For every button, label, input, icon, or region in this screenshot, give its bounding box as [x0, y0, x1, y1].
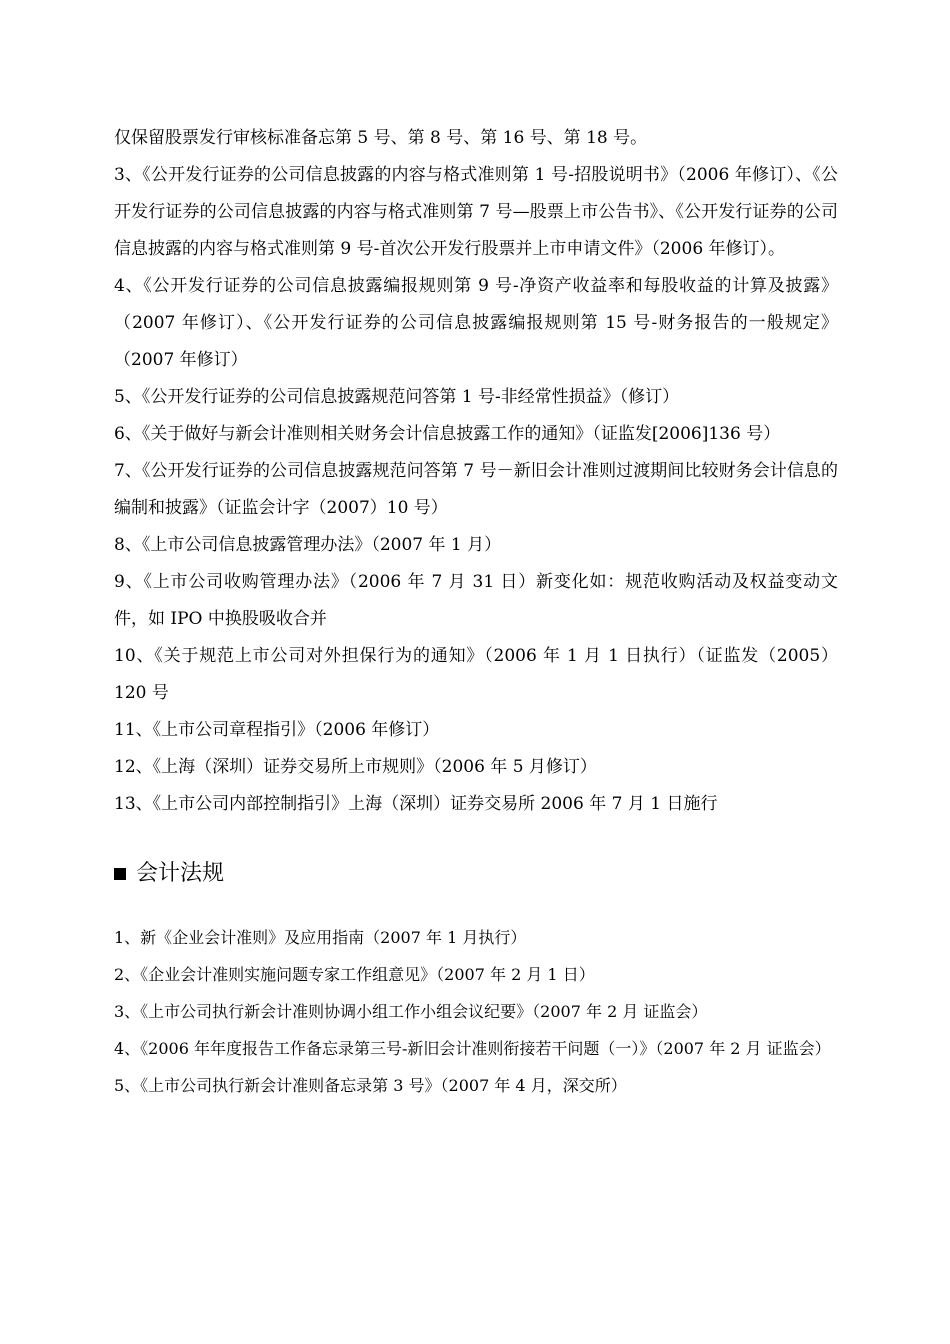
list-item: 12、《上海（深圳）证券交易所上市规则》（2006 年 5 月修订）	[114, 757, 597, 777]
list-item: 4、《2006 年年度报告工作备忘录第三号-新旧会计准则衔接若干问题（一）》（2007 年 2 月 证监会）	[114, 1039, 831, 1058]
square-bullet-icon	[114, 868, 126, 880]
list-item: 仅保留股票发行审核标准备忘第 5 号、第 8 号、第 16 号、第 18 号。	[114, 128, 648, 148]
list-item: 8、《上市公司信息披露管理办法》（2007 年 1 月）	[114, 535, 502, 555]
section-heading-accounting	[114, 859, 838, 889]
list-item: 6、《关于做好与新会计准则相关财务会计信息披露工作的通知》（证监发[2006]136 号）	[114, 424, 781, 444]
section-heading-text: 会计法规	[136, 861, 225, 886]
list-item: 10、《关于规范上市公司对外担保行为的通知》（2006 年 1 月 1 日执行）（证监发（2005）120 号	[114, 646, 838, 703]
list-item: 5、《公开发行证券的公司信息披露规范问答第 1 号-非经常性损益》（修订）	[114, 387, 680, 407]
list-item: 13、《上市公司内部控制指引》上海（深圳）证券交易所 2006 年 7 月 1 日施行	[114, 794, 718, 814]
list-item: 2、《企业会计准则实施问题专家工作组意见》（2007 年 2 月 1 日）	[114, 965, 595, 984]
accounting-regulations-list	[114, 919, 838, 1104]
list-item: 9、《上市公司收购管理办法》（2006 年 7 月 31 日）新变化如：规范收购活动及权益变动文件，如 IPO 中换股吸收合并	[114, 572, 838, 629]
list-item: 4、《公开发行证券的公司信息披露编报规则第 9 号-净资产收益率和每股收益的计算及披露》（2007 年修订）、《公开发行证券的公司信息披露编报规则第 15 号-财务报告的一般规定》（2007 年修订）	[114, 276, 838, 370]
list-item: 3、《公开发行证券的公司信息披露的内容与格式准则第 1 号-招股说明书》（2006 年修订）、《公开发行证券的公司信息披露的内容与格式准则第 7 号—股票上市公告书》、《公开发行证券的公司信息披露的内容与格式准则第 9 号-首次公开发行股票并上市申请文件》（2006 年修订）。	[114, 165, 838, 259]
list-item: 7、《公开发行证券的公司信息披露规范问答第 7 号－新旧会计准则过渡期间比较财务会计信息的编制和披露》（证监会计字（2007）10 号）	[114, 461, 838, 518]
document-page	[114, 120, 838, 1104]
list-item: 11、《上市公司章程指引》（2006 年修订）	[114, 720, 440, 740]
list-item: 5、《上市公司执行新会计准则备忘录第 3 号》（2007 年 4 月，深交所）	[114, 1076, 627, 1095]
list-item: 3、《上市公司执行新会计准则协调小组工作小组会议纪要》（2007 年 2 月 证监会）	[114, 1002, 708, 1021]
securities-regulations-list	[114, 120, 838, 823]
list-item: 1、新《企业会计准则》及应用指南（2007 年 1 月执行）	[114, 928, 527, 947]
